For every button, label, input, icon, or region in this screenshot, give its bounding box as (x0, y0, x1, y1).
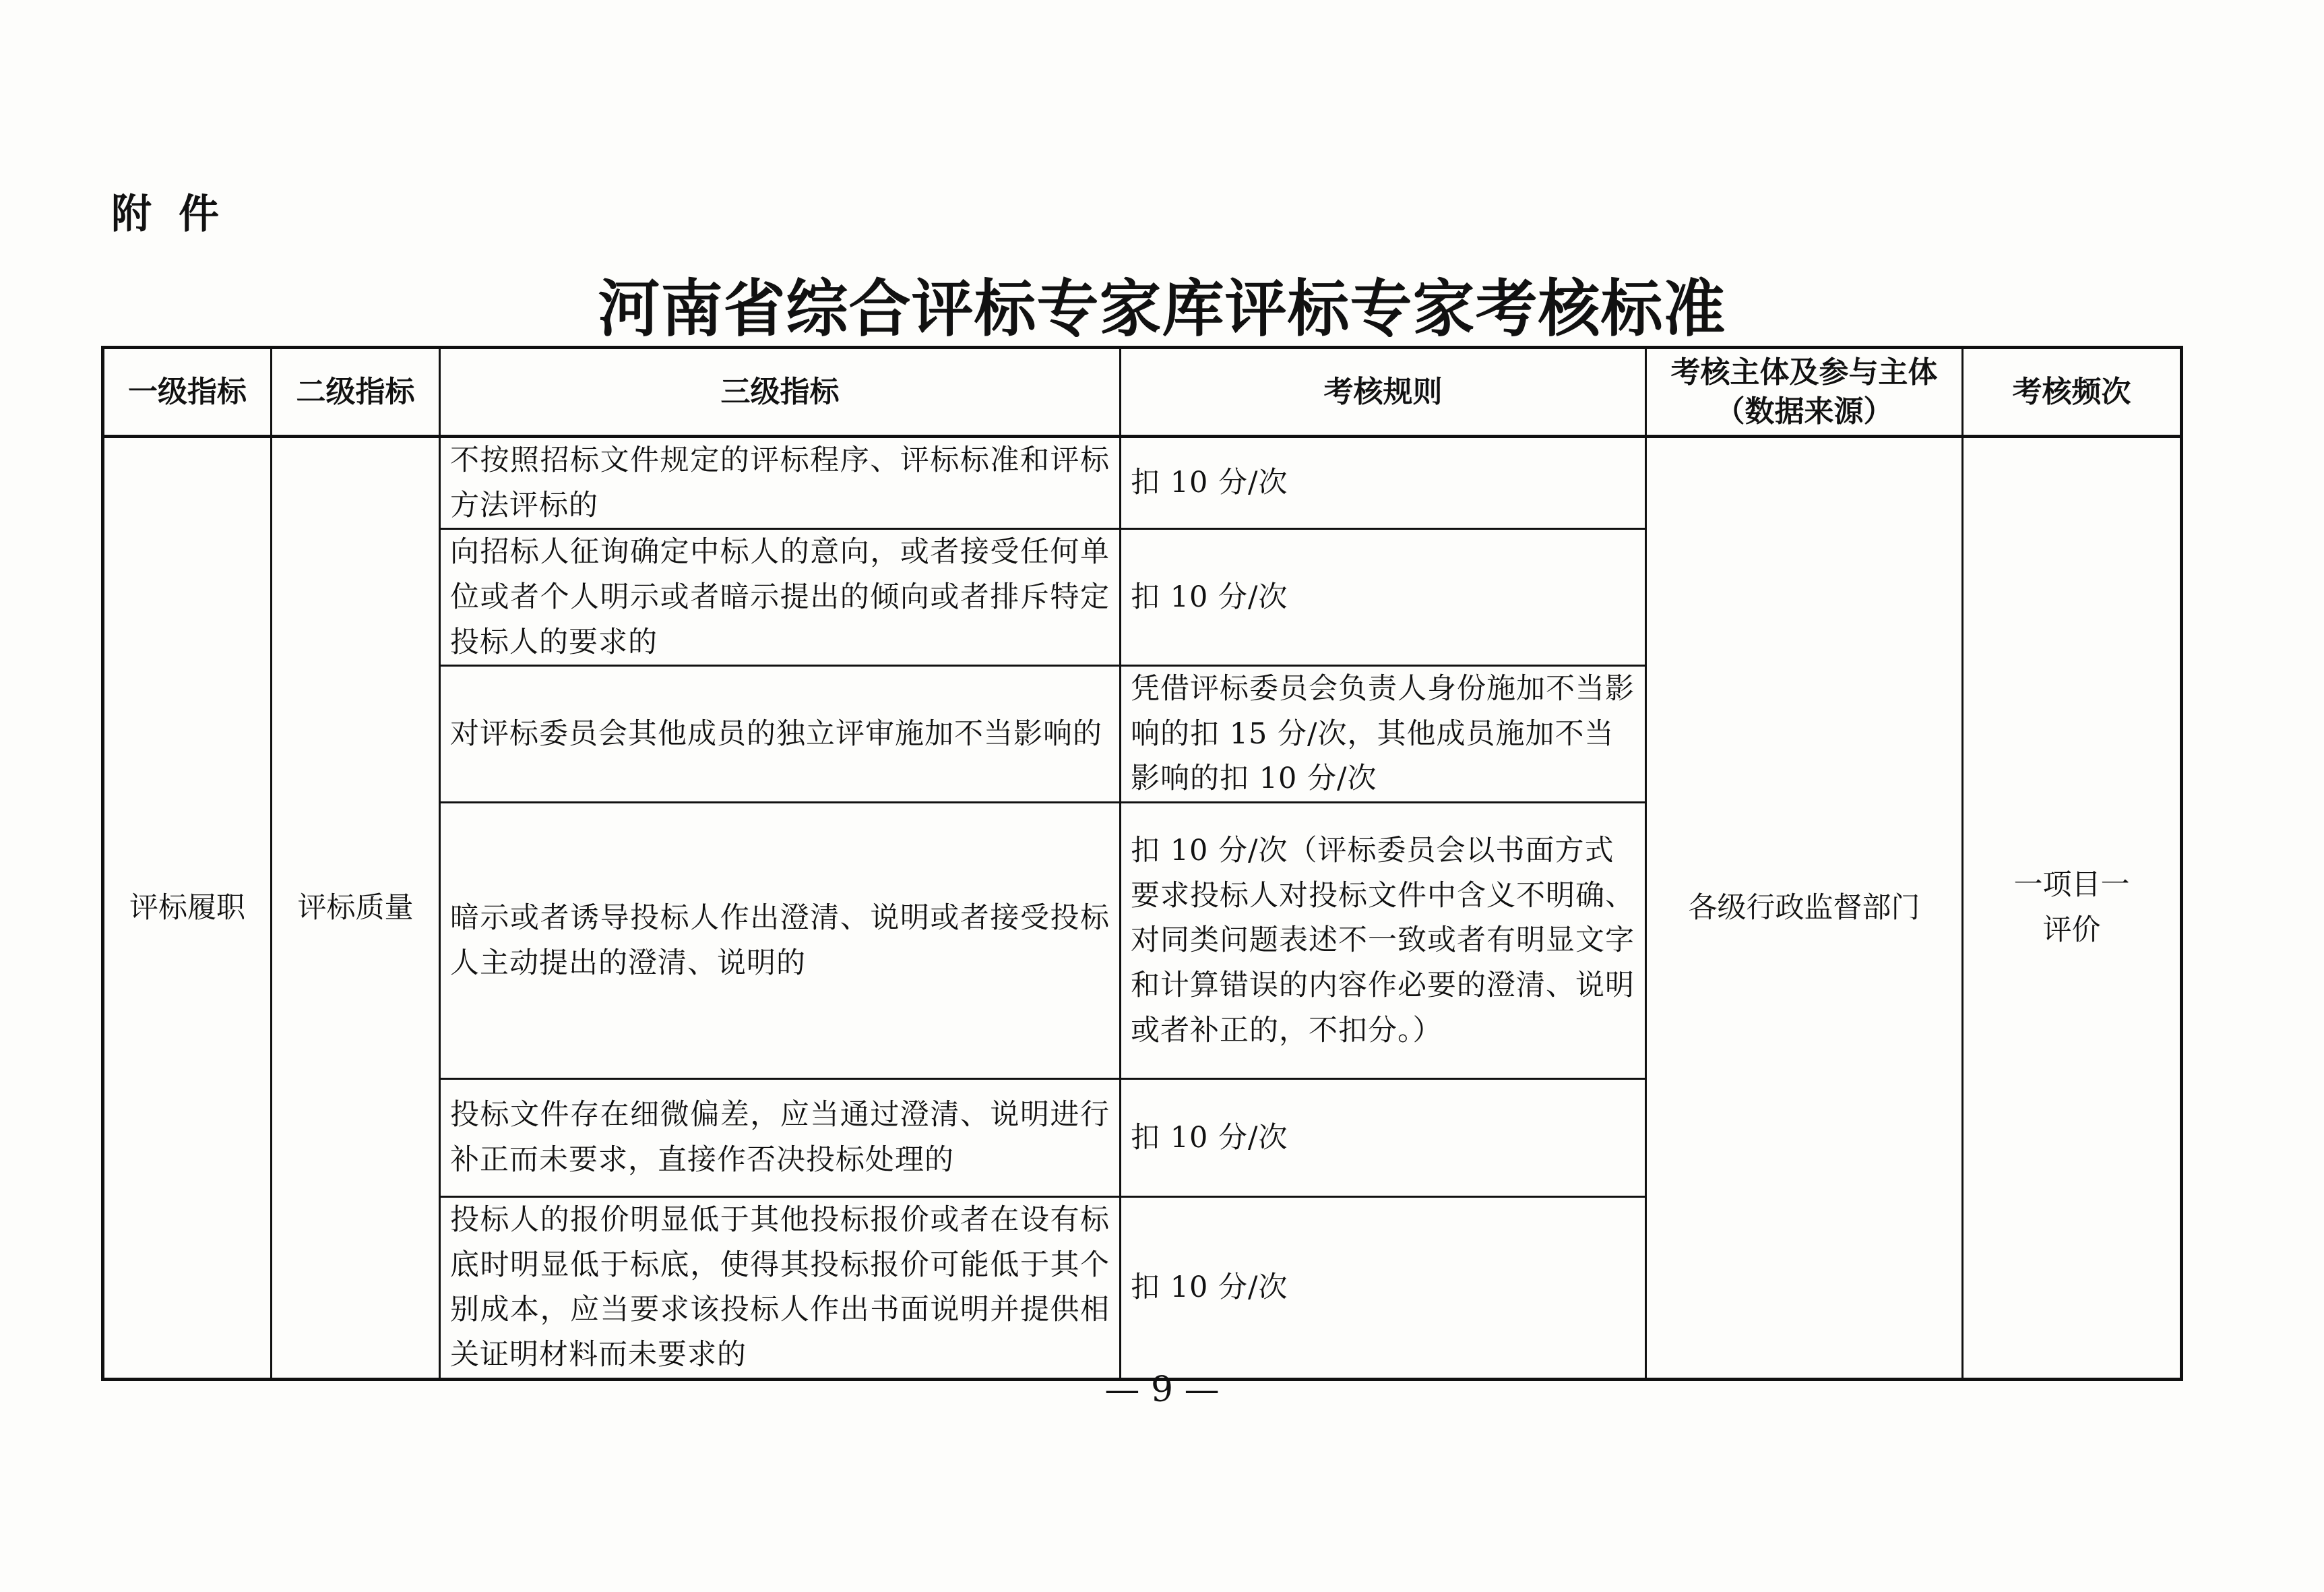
table-header-row (103, 348, 2182, 437)
criterion-cell: 投标人的报价明显低于其他投标报价或者在设有标底时明显低于标底，使得其投标报价可能低于其个别成本，应当要求该投标人作出书面说明并提供相关证明材料而未要求的 (440, 1197, 1121, 1380)
assessment-table (101, 346, 2183, 1381)
assessment-table-wrapper (101, 346, 2180, 1372)
column-header-frequency: 考核频次 (1963, 348, 2182, 437)
column-header-level1: 一级指标 (103, 348, 272, 437)
column-header-rule: 考核规则 (1121, 348, 1646, 437)
criterion-cell: 对评标委员会其他成员的独立评审施加不当影响的 (440, 666, 1121, 803)
frequency-cell (1963, 437, 2182, 1380)
column-header-level3: 三级指标 (440, 348, 1121, 437)
rule-cell: 凭借评标委员会负责人身份施加不当影响的扣 15 分/次，其他成员施加不当影响的扣 10 分/次 (1121, 666, 1646, 803)
rule-cell: 扣 10 分/次（评标委员会以书面方式要求投标人对投标文件中含义不明确、对同类问题表述不一致或者有明显文字和计算错误的内容作必要的澄清、说明或者补正的，不扣分。） (1121, 803, 1646, 1079)
document-title: 河南省综合评标专家库评标专家考核标准 (598, 272, 1726, 345)
attachment-label: 附件 (111, 191, 246, 238)
rule-cell: 扣 10 分/次 (1121, 1079, 1646, 1197)
column-header-level2: 二级指标 (272, 348, 440, 437)
subject-cell: 各级行政监督部门 (1646, 437, 1963, 1380)
rule-cell: 扣 10 分/次 (1121, 1197, 1646, 1380)
criterion-cell: 暗示或者诱导投标人作出澄清、说明或者接受投标人主动提出的澄清、说明的 (440, 803, 1121, 1079)
page-number: — 9 — (1104, 1370, 1220, 1410)
level1-cell: 评标履职 (103, 437, 272, 1380)
level2-cell: 评标质量 (272, 437, 440, 1380)
table-row (103, 437, 2182, 529)
column-header-subject: 考核主体及参与主体（数据来源） (1646, 348, 1963, 437)
frequency-text: 一项目一评价 (2013, 868, 2130, 947)
rule-cell: 扣 10 分/次 (1121, 437, 1646, 529)
criterion-cell: 向招标人征询确定中标人的意向，或者接受任何单位或者个人明示或者暗示提出的倾向或者排斥特定投标人的要求的 (440, 529, 1121, 666)
rule-cell: 扣 10 分/次 (1121, 529, 1646, 666)
criterion-cell: 不按照招标文件规定的评标程序、评标标准和评标方法评标的 (440, 437, 1121, 529)
criterion-cell: 投标文件存在细微偏差，应当通过澄清、说明进行补正而未要求，直接作否决投标处理的 (440, 1079, 1121, 1197)
